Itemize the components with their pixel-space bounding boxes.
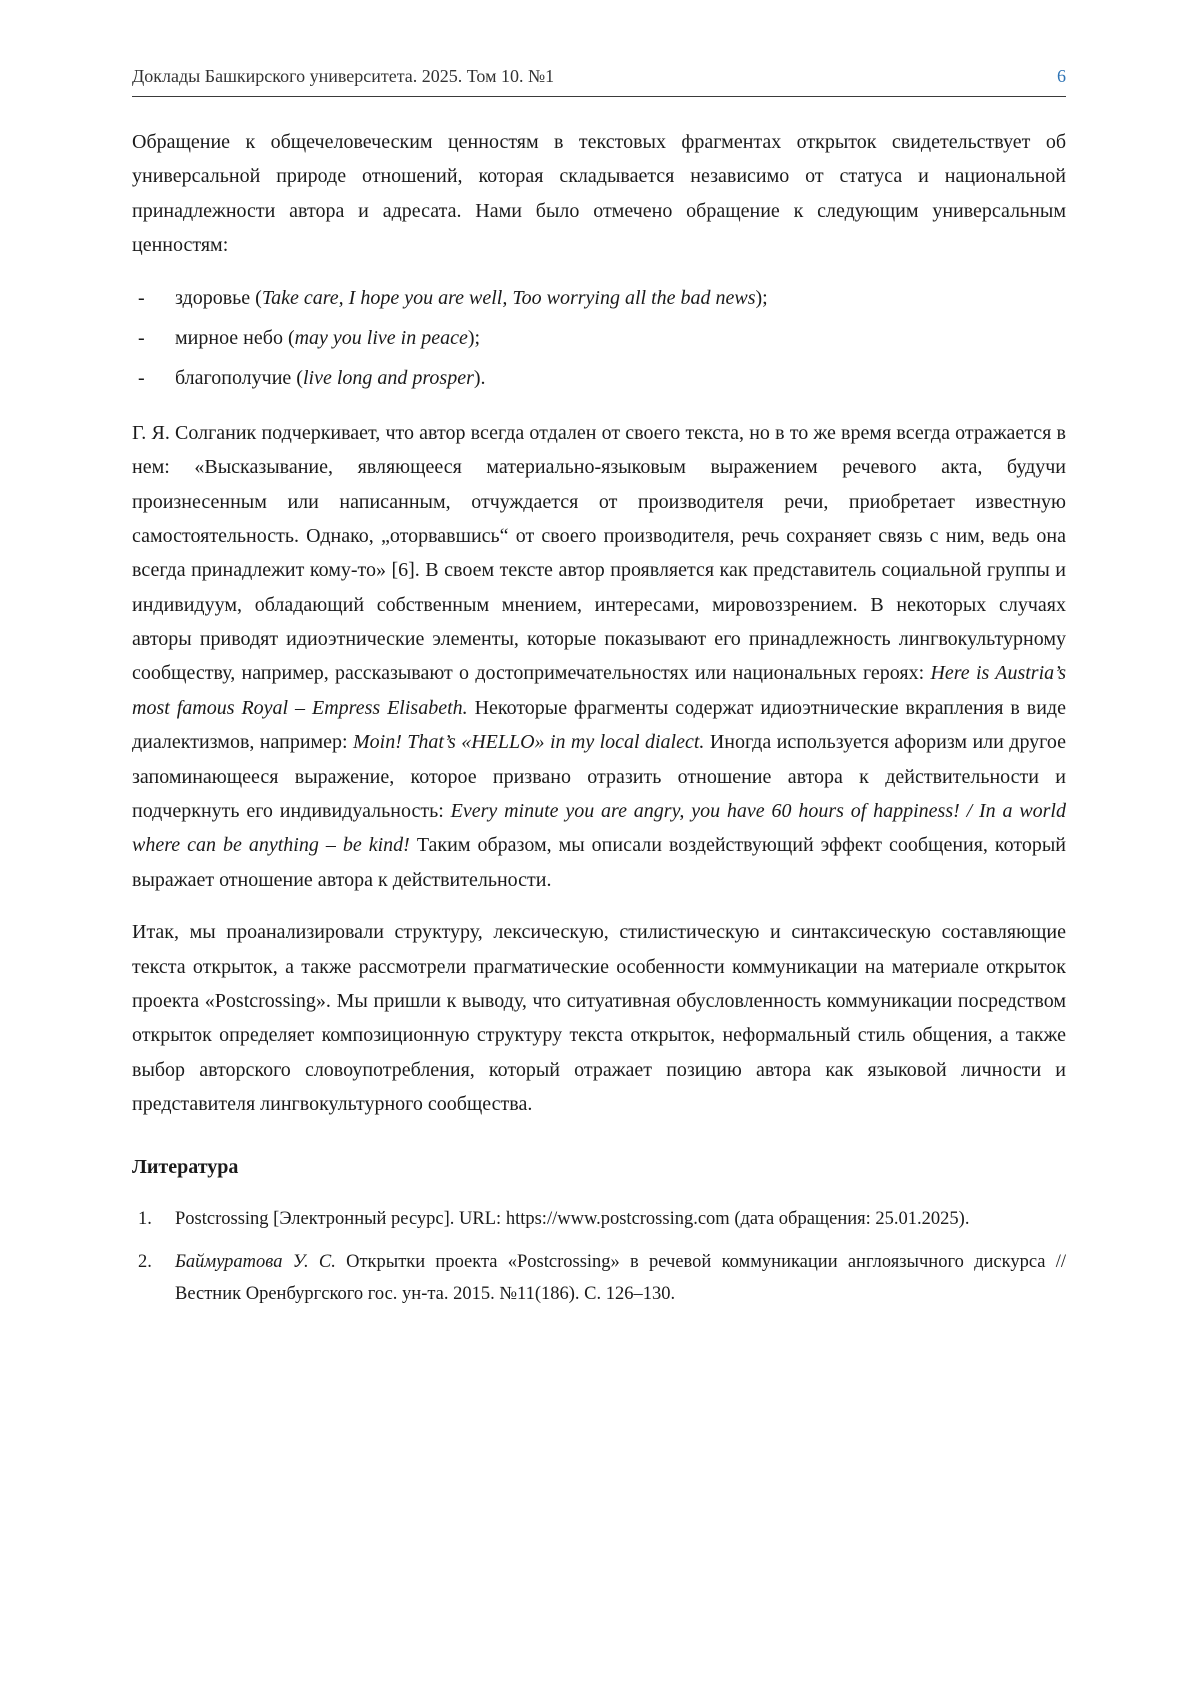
- italic-run: Take care, I hope you are well, Too worrying all the bad news: [261, 286, 756, 309]
- italic-run: Every minute you are angry, you have 60 hours of happiness! / In a world where can be anything – be kind!: [132, 800, 1066, 857]
- text-run: Открытки проекта «Postcrossing» в речевой коммуникации англоязычного дискурса // Вестник Оренбургского гос. ун-та. 2015. №11(186). С. 126–130.: [175, 1251, 1066, 1305]
- list-item-text: [175, 321, 1066, 355]
- reference-text: [175, 1246, 1066, 1311]
- list-marker: -: [138, 367, 145, 390]
- text-run: Некоторые фрагменты содержат идиоэтнические вкрапления в виде диалектизмов, например:: [132, 696, 1066, 754]
- italic-run: Баймуратова У. С.: [175, 1251, 336, 1272]
- text-run: Иногда используется афоризм или другое запоминающееся выражение, которое призвано отразить отношение автора к действительности и подчеркнуть его индивидуальность:: [132, 731, 1067, 823]
- list-item: [132, 321, 1066, 355]
- list-item: [132, 281, 1066, 315]
- list-item-text: [175, 361, 1066, 395]
- list-marker: -: [138, 326, 145, 349]
- paragraph: [132, 915, 1066, 1121]
- references-list: [132, 1203, 1066, 1311]
- page-header: [132, 66, 1066, 97]
- reference-item: [132, 1203, 1066, 1235]
- list-item-text: [175, 281, 1066, 315]
- text-run: Итак, мы проанализировали структуру, лексическую, стилистическую и синтаксическую составляющие текста открыток, а также рассмотрели прагматические особенности коммуникации на материале открыток проекта «Postcrossing». Мы пришли к выводу, что ситуативная обусловленность коммуникации посредством открыток определяет композиционную структуру текста открыток, неформальный стиль общения, а также выбор авторского словоупотребления, который отражает позицию автора как языковой личности и представителя лингвокультурного сообщества.: [132, 921, 1066, 1116]
- values-list: [132, 281, 1066, 396]
- reference-number: 2.: [138, 1251, 152, 1272]
- text-run: здоровье (: [175, 286, 262, 309]
- text-run: );: [755, 286, 768, 309]
- article-body: [132, 125, 1066, 1311]
- text-run: Таким образом, мы описали воздействующий эффект сообщения, который выражает отношение автора к действительности.: [132, 834, 1066, 891]
- text-run: благополучие (: [175, 367, 303, 390]
- paragraph: [132, 416, 1066, 897]
- page-number: 6: [1057, 66, 1066, 86]
- italic-run: Moin! That’s «HELLO» in my local dialect.: [353, 731, 705, 754]
- text-run: ).: [473, 367, 486, 390]
- reference-text: [175, 1203, 1066, 1235]
- text-run: Г. Я. Солганик подчеркивает, что автор всегда отдален от своего текста, но в то же время всегда отражается в нем: «Высказывание, являющееся материально-языковым выражением речевого акта, будучи произнесенным или написанным, отчуждается от производителя речи, приобретает известную самостоятельность. Однако, „оторвавшись“ от своего производителя, речь сохраняет связь с ним, ведь она всегда принадлежит кому-то» [6]. В своем тексте автор проявляется как представитель социальной группы и индивидуум, обладающий собственным мнением, интересами, мировоззрением. В некоторых случаях авторы приводят идиоэтнические элементы, которые показывают его принадлежность лингвокультурному сообществу, например, рассказывают о достопримечательностях или национальных героях:: [132, 421, 1066, 685]
- text-run: Postcrossing [Электронный ресурс]. URL: https://www.postcrossing.com (дата обращения: 25.01.2025).: [175, 1208, 970, 1229]
- text-run: Обращение к общечеловеческим ценностям в текстовых фрагментах открыток свидетельствует об универсальной природе отношений, которая складывается независимо от статуса и национальной принадлежности автора и адресата. Нами было отмечено обращение к следующим универсальным ценностям:: [132, 131, 1066, 257]
- reference-number: 1.: [138, 1208, 152, 1229]
- italic-run: Here is Austria’s most famous Royal – Empress Elisabeth.: [132, 662, 1066, 719]
- reference-item: [132, 1246, 1066, 1311]
- text-run: мирное небо (: [175, 326, 295, 349]
- list-marker: -: [138, 286, 145, 309]
- italic-run: may you live in peace: [294, 326, 468, 349]
- literature-heading: Литература: [132, 1155, 239, 1178]
- text-run: );: [467, 326, 481, 349]
- journal-title: Доклады Башкирского университета. 2025. Том 10. №1: [132, 66, 555, 86]
- list-item: [132, 361, 1066, 395]
- italic-run: live long and prosper: [302, 367, 474, 390]
- paragraph: [132, 125, 1066, 263]
